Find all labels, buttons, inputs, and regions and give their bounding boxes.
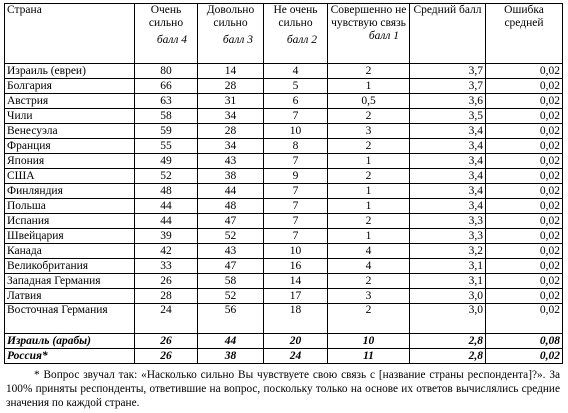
cell-fairly-strong: 48 xyxy=(198,199,264,214)
cell-very-strong: 42 xyxy=(135,244,198,259)
cell-not-very-strong: 4 xyxy=(264,64,328,79)
cell-country: Великобритания xyxy=(5,259,135,274)
table-row xyxy=(5,169,563,184)
table-row xyxy=(5,304,563,334)
cell-mean-score: 3,4 xyxy=(410,139,486,154)
cell-fairly-strong: 52 xyxy=(198,289,264,304)
table-row xyxy=(5,64,563,79)
cell-very-strong: 52 xyxy=(135,169,198,184)
cell-very-strong: 44 xyxy=(135,199,198,214)
cell-not-at-all: 2 xyxy=(328,274,410,289)
cell-std-error: 0,02 xyxy=(486,124,563,139)
cell-very-strong: 39 xyxy=(135,229,198,244)
header-not-at-all xyxy=(328,4,410,64)
cell-fairly-strong: 44 xyxy=(198,184,264,199)
cell-mean-score: 3,4 xyxy=(410,169,486,184)
cell-fairly-strong: 56 xyxy=(198,304,264,334)
cell-mean-score: 3,4 xyxy=(410,124,486,139)
summary-row xyxy=(5,349,563,364)
cell-not-very-strong: 9 xyxy=(264,169,328,184)
header-not-very-strong xyxy=(264,4,328,64)
cell-very-strong: 24 xyxy=(135,304,198,334)
cell-mean-score: 3,3 xyxy=(410,229,486,244)
cell-std-error: 0,02 xyxy=(486,199,563,214)
cell-not-very-strong: 18 xyxy=(264,304,328,334)
cell-not-at-all: 0,5 xyxy=(328,94,410,109)
cell-not-at-all: 1 xyxy=(328,79,410,94)
header-std-error xyxy=(486,4,563,64)
cell-std-error: 0,02 xyxy=(486,184,563,199)
table-row xyxy=(5,79,563,94)
cell-not-at-all: 2 xyxy=(328,109,410,124)
cell-mean-score: 3,0 xyxy=(410,304,486,334)
cell-country: Венесуэла xyxy=(5,124,135,139)
cell-not-at-all: 1 xyxy=(328,199,410,214)
cell-country: Израиль (евреи) xyxy=(5,64,135,79)
cell-very-strong: 33 xyxy=(135,259,198,274)
cell-std-error: 0,02 xyxy=(486,169,563,184)
table-row xyxy=(5,274,563,289)
cell-not-very-strong: 6 xyxy=(264,94,328,109)
header-not-at-all-label: Совершенно не чувствую связь xyxy=(330,4,407,29)
cell-std-error: 0,02 xyxy=(486,109,563,124)
cell-mean-score: 3,7 xyxy=(410,64,486,79)
table-row xyxy=(5,214,563,229)
table-row xyxy=(5,199,563,214)
header-not-at-all-score: балл 1 xyxy=(368,30,399,42)
cell-mean-score: 3,0 xyxy=(410,289,486,304)
header-mean-score-label: Средний балл xyxy=(413,4,482,16)
cell-not-very-strong: 7 xyxy=(264,214,328,229)
header-very-strong xyxy=(135,4,198,64)
cell-mean-score: 3,1 xyxy=(410,259,486,274)
cell-fairly-strong: 14 xyxy=(198,64,264,79)
cell-not-very-strong: 7 xyxy=(264,199,328,214)
cell-not-at-all: 3 xyxy=(328,289,410,304)
cell-not-at-all: 1 xyxy=(328,184,410,199)
cell-very-strong: 26 xyxy=(135,334,198,349)
cell-very-strong: 55 xyxy=(135,139,198,154)
cell-country: Латвия xyxy=(5,289,135,304)
cell-very-strong: 66 xyxy=(135,79,198,94)
cell-not-at-all: 2 xyxy=(328,169,410,184)
cell-fairly-strong: 52 xyxy=(198,229,264,244)
cell-fairly-strong: 38 xyxy=(198,169,264,184)
table-row xyxy=(5,244,563,259)
cell-country: Австрия xyxy=(5,94,135,109)
header-very-strong-score: балл 4 xyxy=(156,34,187,46)
cell-mean-score: 3,3 xyxy=(410,214,486,229)
cell-not-at-all: 2 xyxy=(328,64,410,79)
cell-fairly-strong: 58 xyxy=(198,274,264,289)
header-std-error-label: Ошибка средней xyxy=(504,4,544,29)
cell-not-at-all: 1 xyxy=(328,154,410,169)
cell-std-error: 0,02 xyxy=(486,79,563,94)
cell-fairly-strong: 34 xyxy=(198,109,264,124)
cell-std-error: 0,02 xyxy=(486,244,563,259)
cell-fairly-strong: 34 xyxy=(198,139,264,154)
cell-not-very-strong: 10 xyxy=(264,124,328,139)
summary-row xyxy=(5,334,563,349)
table-row xyxy=(5,289,563,304)
cell-country: Канада xyxy=(5,244,135,259)
cell-mean-score: 2,8 xyxy=(410,334,486,349)
cell-std-error: 0,02 xyxy=(486,94,563,109)
cell-country: Швейцария xyxy=(5,229,135,244)
cell-very-strong: 49 xyxy=(135,154,198,169)
header-not-very-strong-label: Не очень сильно xyxy=(273,4,318,29)
cell-fairly-strong: 43 xyxy=(198,244,264,259)
header-very-strong-label: Очень сильно xyxy=(148,4,184,29)
cell-country: Израиль (арабы) xyxy=(5,334,135,349)
header-fairly-strong-label: Довольно сильно xyxy=(206,4,255,29)
cell-not-very-strong: 14 xyxy=(264,274,328,289)
cell-not-at-all: 4 xyxy=(328,259,410,274)
table-row xyxy=(5,259,563,274)
footnote-text: * Вопрос звучал так: «Насколько сильно Вы чувствуете свою связь с [название страны респондента]?». За 100% приняты респонденты, ответившие на вопрос, поскольку только на основе их ответов вычислялись средние значения по каждой стране. xyxy=(6,369,560,409)
cell-fairly-strong: 47 xyxy=(198,259,264,274)
cell-country: Восточная Германия xyxy=(5,304,135,334)
header-fairly-strong xyxy=(198,4,264,64)
cell-very-strong: 26 xyxy=(135,349,198,364)
cell-not-at-all: 1 xyxy=(328,229,410,244)
survey-table xyxy=(4,3,563,364)
cell-very-strong: 80 xyxy=(135,64,198,79)
table-body xyxy=(5,64,563,364)
cell-std-error: 0,02 xyxy=(486,229,563,244)
cell-fairly-strong: 31 xyxy=(198,94,264,109)
cell-not-at-all: 2 xyxy=(328,304,410,334)
cell-std-error: 0,02 xyxy=(486,349,563,364)
cell-fairly-strong: 44 xyxy=(198,334,264,349)
cell-mean-score: 3,2 xyxy=(410,244,486,259)
cell-std-error: 0,02 xyxy=(486,289,563,304)
cell-mean-score: 2,8 xyxy=(410,349,486,364)
cell-std-error: 0,02 xyxy=(486,154,563,169)
table-row xyxy=(5,109,563,124)
cell-very-strong: 28 xyxy=(135,289,198,304)
cell-std-error: 0,02 xyxy=(486,259,563,274)
cell-country: Франция xyxy=(5,139,135,154)
cell-std-error: 0,02 xyxy=(486,64,563,79)
cell-std-error: 0,02 xyxy=(486,304,563,334)
header-row xyxy=(5,4,563,64)
cell-not-very-strong: 20 xyxy=(264,334,328,349)
cell-very-strong: 26 xyxy=(135,274,198,289)
cell-mean-score: 3,7 xyxy=(410,79,486,94)
cell-std-error: 0,08 xyxy=(486,334,563,349)
cell-std-error: 0,02 xyxy=(486,274,563,289)
cell-country: Япония xyxy=(5,154,135,169)
cell-mean-score: 3,4 xyxy=(410,199,486,214)
cell-mean-score: 3,4 xyxy=(410,154,486,169)
cell-country: Болгария xyxy=(5,79,135,94)
table-row xyxy=(5,139,563,154)
cell-not-at-all: 3 xyxy=(328,124,410,139)
cell-very-strong: 58 xyxy=(135,109,198,124)
cell-not-very-strong: 16 xyxy=(264,259,328,274)
cell-country: Испания xyxy=(5,214,135,229)
cell-not-very-strong: 7 xyxy=(264,184,328,199)
table-row xyxy=(5,184,563,199)
cell-not-very-strong: 8 xyxy=(264,139,328,154)
footnote xyxy=(4,368,562,410)
table-row xyxy=(5,94,563,109)
cell-fairly-strong: 38 xyxy=(198,349,264,364)
cell-fairly-strong: 47 xyxy=(198,214,264,229)
cell-not-very-strong: 24 xyxy=(264,349,328,364)
header-country: Страна xyxy=(5,4,135,64)
cell-not-very-strong: 5 xyxy=(264,79,328,94)
header-fairly-strong-score: балл 3 xyxy=(222,34,253,46)
cell-not-at-all: 4 xyxy=(328,244,410,259)
cell-country: Польша xyxy=(5,199,135,214)
cell-not-at-all: 2 xyxy=(328,214,410,229)
cell-not-very-strong: 17 xyxy=(264,289,328,304)
table-row xyxy=(5,229,563,244)
header-not-very-strong-score: балл 2 xyxy=(286,34,317,46)
cell-not-at-all: 10 xyxy=(328,334,410,349)
table-row xyxy=(5,124,563,139)
cell-very-strong: 59 xyxy=(135,124,198,139)
cell-country: Западная Германия xyxy=(5,274,135,289)
document xyxy=(4,3,562,410)
header-mean-score xyxy=(410,4,486,64)
cell-very-strong: 63 xyxy=(135,94,198,109)
cell-not-very-strong: 7 xyxy=(264,154,328,169)
cell-mean-score: 3,4 xyxy=(410,184,486,199)
cell-mean-score: 3,6 xyxy=(410,94,486,109)
cell-std-error: 0,02 xyxy=(486,139,563,154)
cell-std-error: 0,02 xyxy=(486,214,563,229)
cell-country: Россия* xyxy=(5,349,135,364)
cell-not-very-strong: 7 xyxy=(264,109,328,124)
cell-mean-score: 3,5 xyxy=(410,109,486,124)
cell-not-very-strong: 10 xyxy=(264,244,328,259)
cell-country: Финляндия xyxy=(5,184,135,199)
table-row xyxy=(5,154,563,169)
cell-fairly-strong: 28 xyxy=(198,79,264,94)
cell-mean-score: 3,1 xyxy=(410,274,486,289)
cell-fairly-strong: 43 xyxy=(198,154,264,169)
cell-not-at-all: 11 xyxy=(328,349,410,364)
cell-fairly-strong: 28 xyxy=(198,124,264,139)
cell-country: США xyxy=(5,169,135,184)
cell-very-strong: 48 xyxy=(135,184,198,199)
cell-not-very-strong: 7 xyxy=(264,229,328,244)
cell-country: Чили xyxy=(5,109,135,124)
cell-very-strong: 44 xyxy=(135,214,198,229)
cell-not-at-all: 2 xyxy=(328,139,410,154)
